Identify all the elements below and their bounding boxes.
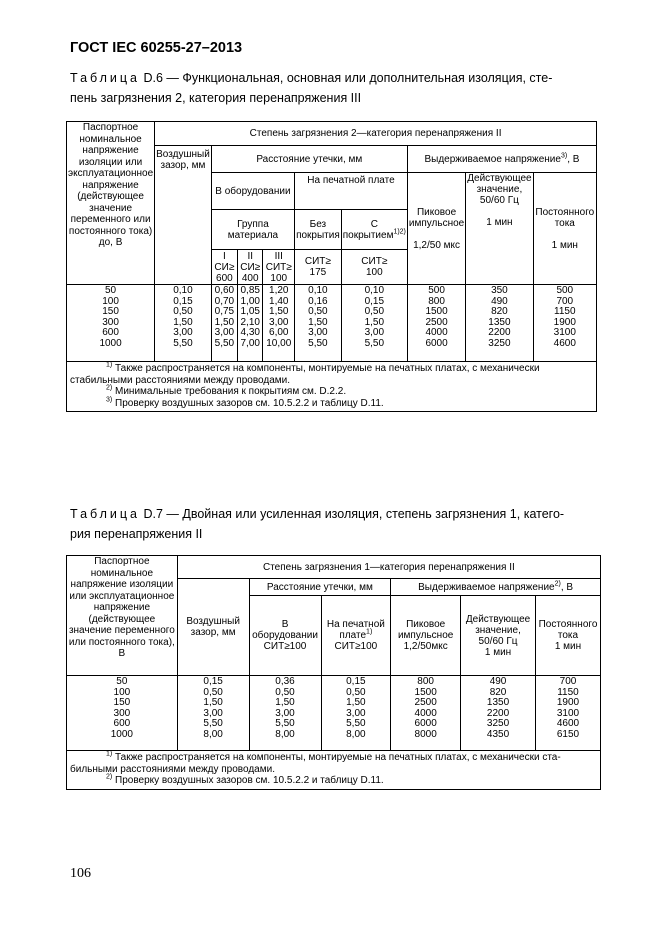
data-column: 50 100 150 300 600 1000 bbox=[67, 285, 155, 362]
data-column: 500 800 1500 2500 4000 6000 bbox=[407, 285, 465, 362]
table-d6-caption: Таблица D.6 — Функциональная, основная или дополнительная изоляция, сте- пень загрязнения 2, категория перенапряжения III bbox=[70, 71, 553, 105]
on-pcb-header: На печатной плате bbox=[295, 173, 408, 210]
table-d6-footnotes: $^{1)}$ Также распространяется на компоненты, монтируемые на печатных платах, с механически стабильными расстояниями между проводами. $^{2)}$ Минимальные требования к покрытиям см. D.2.2. $^{3)}$ Проверку воздушных зазоров см. 10.5.2.2 и таблицу D.11. bbox=[67, 362, 597, 412]
in-equipment-header: В оборудовании bbox=[211, 173, 294, 210]
data-column: 0,10 0,16 0,50 1,50 3,00 5,50 bbox=[295, 285, 342, 362]
data-column: 490 820 1350 2200 3250 4350 bbox=[461, 676, 536, 751]
on-pcb-header: На печатной плате$^{1)}$ СИТ≥100 bbox=[321, 596, 391, 676]
data-column: 50 100 150 300 600 1000 bbox=[67, 676, 178, 751]
with-coating-header: С покрытием$^{1)2)}$ bbox=[341, 210, 407, 250]
pcb-no-coating-cti: СИТ≥ 175 bbox=[295, 250, 342, 285]
withstand-voltage-header: Выдерживаемое напряжение$^{3)}$, В bbox=[407, 146, 596, 173]
document-header: ГОСТ IEC 60255-27–2013 bbox=[70, 40, 243, 56]
dc-header: Постоянного тока 1 мин bbox=[535, 596, 600, 676]
table-d7-caption: Таблица D.7 — Двойная или усиленная изоляция, степень загрязнения 1, катего- рия перенапряжения II bbox=[70, 507, 565, 541]
pcb-coating-cti: СИТ≥ 100 bbox=[341, 250, 407, 285]
data-column: 800 1500 2500 4000 6000 8000 bbox=[391, 676, 461, 751]
ac-header: Действующее значение, 50/60 Гц 1 мин bbox=[461, 596, 536, 676]
withstand-voltage-header: Выдерживаемое напряжение$^{2)}$, В bbox=[391, 579, 601, 596]
data-column: 0,15 0,50 1,50 3,00 5,50 8,00 bbox=[177, 676, 249, 751]
no-coating-header: Без покрытия bbox=[295, 210, 342, 250]
group-iii-header: III СИТ≥ 100 bbox=[263, 250, 295, 285]
data-column: 0,10 0,15 0,50 1,50 3,00 5,50 bbox=[155, 285, 212, 362]
in-equipment-header: В оборудовании СИТ≥100 bbox=[249, 596, 321, 676]
table-d7-data-row bbox=[67, 676, 601, 751]
pollution-degree-header: Степень загрязнения 1—категория перенапряжения II bbox=[177, 556, 600, 579]
group-ii-header: II СИ≥ 400 bbox=[237, 250, 263, 285]
data-column: 0,15 0,50 1,50 3,00 5,50 8,00 bbox=[321, 676, 391, 751]
rated-voltage-header: Паспортное номинальное напряжение изоляции или эксплуатационное напряжение (действующее значение переменного или постоянного тока), В bbox=[67, 556, 178, 676]
data-column: 0,60 0,70 0,75 1,50 3,00 5,50 bbox=[211, 285, 237, 362]
pollution-degree-header: Степень загрязнения 2—категория перенапряжения II bbox=[155, 122, 597, 146]
table-d7 bbox=[66, 555, 601, 790]
air-gap-header: Воздушный зазор, мм bbox=[177, 579, 249, 676]
group-i-header: I СИ≥ 600 bbox=[211, 250, 237, 285]
impulse-header: Пиковое импульсное 1,2/50мкс bbox=[391, 596, 461, 676]
impulse-header: Пиковое импульсное 1,2/50 мкс bbox=[407, 173, 465, 285]
dc-header: Постоянного тока 1 мин bbox=[533, 173, 596, 285]
table-d7-footnotes: $^{1)}$ Также распространяется на компоненты, монтируемые на печатных платах, с механически ста- бильными расстояниями между проводами. $^{2)}$ Проверку воздушных зазоров см. 10.5.2.2 и таблицу D.11. bbox=[67, 751, 601, 790]
ac-header: Действующее значение, 50/60 Гц 1 мин bbox=[466, 173, 533, 285]
creepage-header: Расстояние утечки, мм bbox=[249, 579, 391, 596]
table-d6 bbox=[66, 121, 597, 412]
data-column: 1,20 1,40 1,50 3,00 6,00 10,00 bbox=[263, 285, 295, 362]
data-column: 0,36 0,50 1,50 3,00 5,50 8,00 bbox=[249, 676, 321, 751]
table-d6-data-row bbox=[67, 285, 597, 362]
page-number: 106 bbox=[70, 866, 91, 881]
air-gap-header: Воздушный зазор, мм bbox=[155, 146, 212, 285]
data-column: 0,10 0,15 0,50 1,50 3,00 5,50 bbox=[341, 285, 407, 362]
rated-voltage-header: Паспортное номинальное напряжение изоляции или эксплуатационное напряжение (действующее значение переменного или постоянного тока) до, В bbox=[67, 122, 155, 285]
data-column: 350 490 820 1350 2200 3250 bbox=[466, 285, 533, 362]
data-column: 500 700 1150 1900 3100 4600 bbox=[533, 285, 596, 362]
material-group-header: Группа материала bbox=[211, 210, 294, 250]
creepage-header: Расстояние утечки, мм bbox=[211, 146, 407, 173]
data-column: 700 1150 1900 3100 4600 6150 bbox=[535, 676, 600, 751]
data-column: 0,85 1,00 1,05 2,10 4,30 7,00 bbox=[237, 285, 263, 362]
